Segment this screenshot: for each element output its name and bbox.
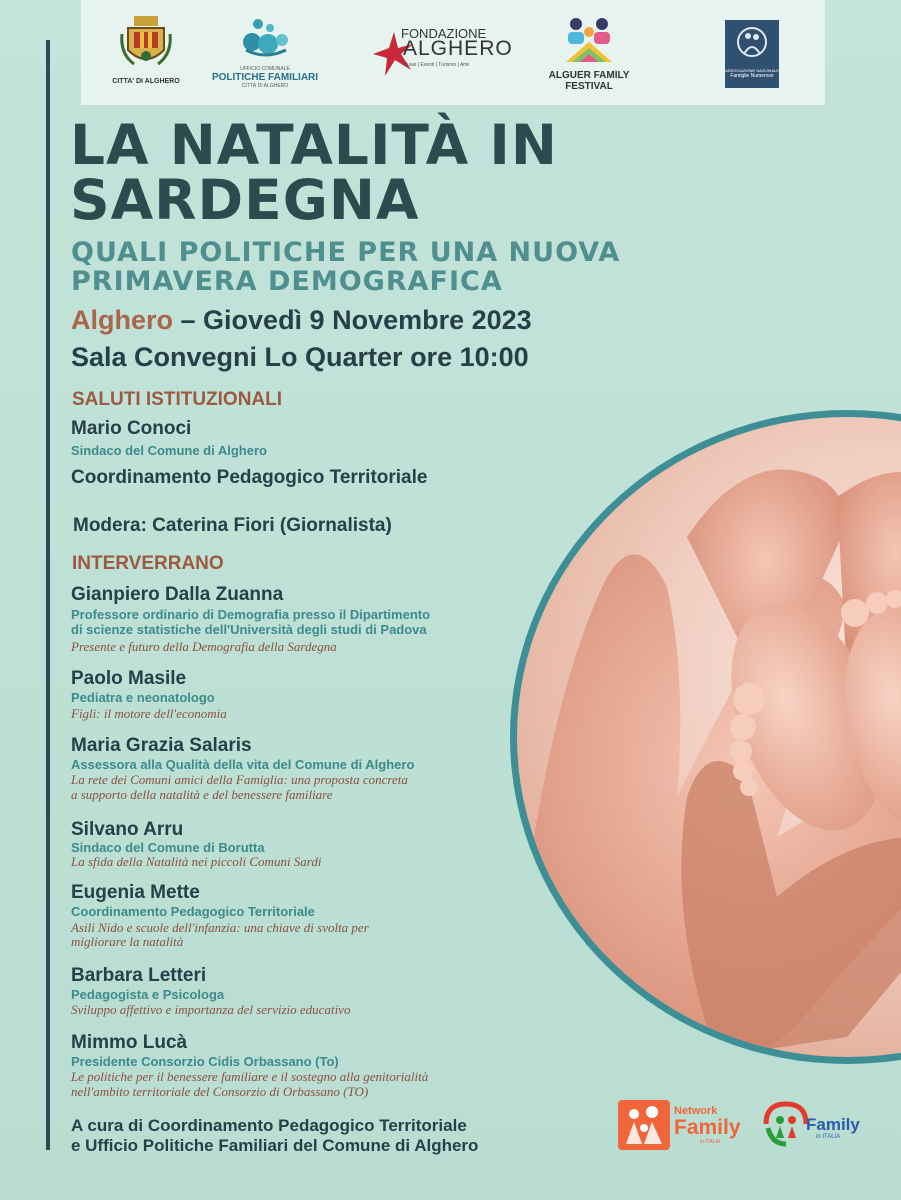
talk-title: migliorare la natalità <box>71 934 184 949</box>
talk-title: nell'ambito territoriale del Consorzio di Orbassano (TO) <box>71 1084 369 1099</box>
baby-feet-photo <box>510 410 901 1064</box>
footer-credits <box>71 1116 478 1156</box>
vertical-accent-line <box>46 40 50 1150</box>
fondazione-main-text: ALGHERO <box>403 37 513 60</box>
venue: Sala Convegni Lo Quarter ore 10:00 <box>71 342 529 372</box>
footer-line-2: e Ufficio Politiche Familiari del Comune di Alghero <box>71 1136 479 1155</box>
family-drops-icon <box>240 14 290 62</box>
talk-title: La rete dei Comuni amici della Famiglia: una proposta concreta <box>71 772 408 787</box>
network-family-icon <box>618 1100 670 1150</box>
family-in-italia-icon <box>762 1098 810 1148</box>
network-sub-text: in ITALIA <box>700 1139 721 1145</box>
family-heart-icon <box>762 1098 810 1148</box>
network-people-icon <box>618 1100 670 1150</box>
speaker-name: Coordinamento Pedagogico Territoriale <box>71 467 428 488</box>
event-date: – Giovedì 9 Novembre 2023 <box>173 305 532 335</box>
saluti-heading: SALUTI ISTITUZIONALI <box>72 389 283 410</box>
talk-title: Presente e futuro della Demografia della Sardegna <box>71 639 337 654</box>
footer-line-1: A cura di Coordinamento Pedagogico Territoriale <box>71 1116 467 1135</box>
date-line <box>71 305 532 336</box>
alguer-family-festival-logo <box>539 14 639 92</box>
speaker-name: Mimmo Lucà <box>71 1032 188 1053</box>
speaker-role: di scienze statistiche dell'Università degli studi di Padova <box>71 622 427 637</box>
speaker-role: Coordinamento Pedagogico Territoriale <box>71 904 315 919</box>
moderator: Modera: Caterina Fiori (Giornalista) <box>73 515 392 536</box>
talk-title: La sfida della Natalità nei piccoli Comuni Sardi <box>71 854 322 869</box>
speaker-name: Paolo Masile <box>71 668 187 689</box>
family-sub-text: in ITALIA <box>816 1134 841 1140</box>
speaker-name: Silvano Arru <box>71 819 184 840</box>
city-logo-text: CITTA' DI ALGHERO <box>112 78 180 85</box>
title-line-2: SARDEGNA <box>70 168 420 232</box>
talk-title: Le politiche per il benessere familiare e il sostegno alla genitorialità <box>71 1069 429 1084</box>
speaker-role: Pedagogista e Psicologa <box>71 987 225 1002</box>
festival-people-icon <box>562 14 616 66</box>
city-logo <box>111 14 181 85</box>
assoc-text: ASSOCIAZIONE NAZIONALE <box>725 68 779 73</box>
subtitle <box>71 238 620 296</box>
speaker-role: Sindaco del Comune di Borutta <box>71 840 265 855</box>
family-main-text: Family <box>806 1115 860 1134</box>
speaker-role: Presidente Consorzio Cidis Orbassano (To) <box>71 1054 339 1069</box>
speaker-name: Eugenia Mette <box>71 882 200 903</box>
family-circle-icon <box>734 24 770 64</box>
speaker-name: Maria Grazia Salaris <box>71 735 252 756</box>
logo-bar <box>81 0 825 105</box>
coat-of-arms-icon <box>120 14 172 72</box>
politiche-small-text: UFFICIO COMUNALE <box>240 66 290 72</box>
speaker-role: Sindaco del Comune di Alghero <box>71 443 267 458</box>
title-line-1: LA NATALITÀ IN <box>70 113 558 177</box>
talk-title: a supporto della natalità e del benessere familiare <box>71 787 333 802</box>
network-top-text: Network <box>674 1105 718 1117</box>
speaker-role: Assessora alla Qualità della vita del Comune di Alghero <box>71 757 415 772</box>
speaker-name: Barbara Letteri <box>71 965 207 986</box>
city-name: Alghero <box>71 305 174 335</box>
fondazione-top-text: FONDAZIONE <box>401 26 487 41</box>
festival-text: ALGUER FAMILY <box>548 70 630 81</box>
network-family-logo <box>674 1106 741 1145</box>
politiche-sub-text: CITTÀ DI ALGHERO <box>241 83 289 89</box>
speaker-name: Gianpiero Dalla Zuanna <box>71 584 284 605</box>
talk-title: Figli: il motore dell'economia <box>71 706 227 721</box>
politiche-text: POLITICHE FAMILIARI <box>211 72 319 83</box>
fondazione-sub-text: Musei | Eventi | Turismo | Arte <box>403 62 470 68</box>
page-title <box>70 113 558 232</box>
hands-and-feet-illustration <box>517 417 901 1057</box>
talk-title: Asili Nido e scuole dell'infanzia: una chiave di svolta per <box>71 920 369 935</box>
festival-text-2: FESTIVAL <box>565 81 613 92</box>
subtitle-line-1: QUALI POLITICHE PER UNA NUOVA <box>71 237 621 268</box>
famiglie-numerose-logo <box>725 20 779 88</box>
speaker-role: Pediatra e neonatologo <box>71 690 215 705</box>
talk-title: Sviluppo affettivo e importanza del servizio educativo <box>71 1002 351 1017</box>
family-in-italia-logo <box>806 1116 860 1140</box>
speaker-name: Mario Conoci <box>71 418 192 439</box>
interverrano-heading: INTERVERRANO <box>72 553 224 574</box>
network-main-text: Family <box>674 1116 741 1139</box>
speaker-role: Professore ordinario di Demografia presso il Dipartimento <box>71 607 431 622</box>
assoc-text-2: Famiglie Numerose <box>730 73 774 79</box>
politiche-familiari-logo <box>205 14 325 89</box>
subtitle-line-2: PRIMAVERA DEMOGRAFICA <box>71 266 503 297</box>
